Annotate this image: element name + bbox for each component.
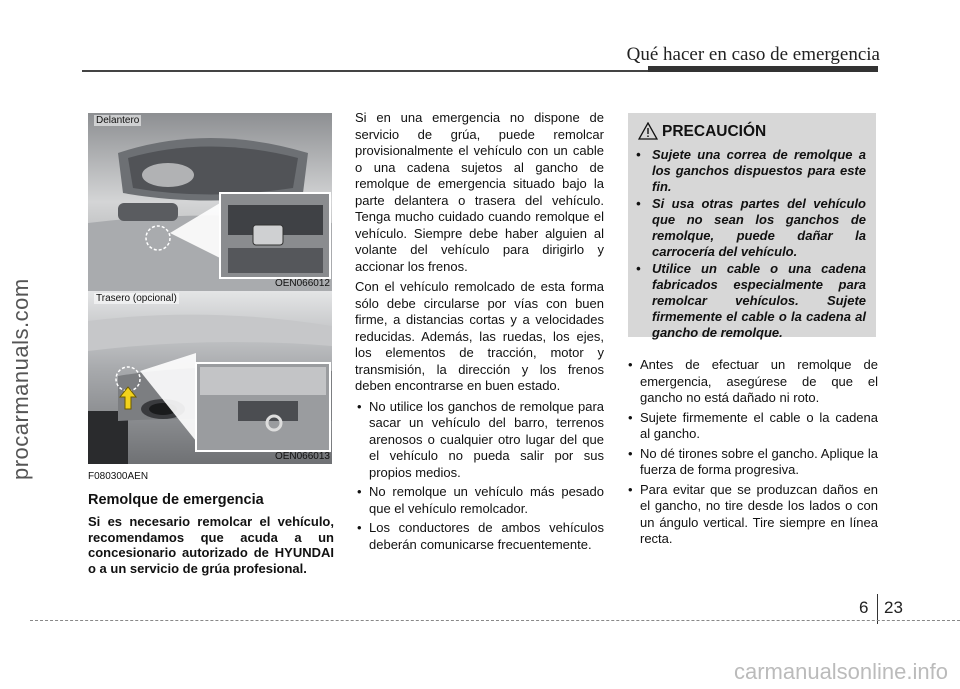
chapter-number: 6: [859, 598, 869, 617]
list-item: • Los conductores de ambos vehículos deberán comunicarse frecuentemente.: [355, 520, 604, 553]
section-title: Remolque de emergencia: [88, 491, 264, 508]
page-header-title: Qué hacer en caso de emergencia: [626, 44, 880, 65]
watermark-left: procarmanuals.com: [8, 278, 33, 480]
rear-tow-hook-photo: [88, 291, 332, 464]
watermark-bottom: carmanualsonline.info: [733, 659, 948, 684]
list-item: • No dé tirones sobre el gancho. Aplique la fuerza de forma progresiva.: [626, 446, 878, 479]
section-intro: Si es necesario remolcar el vehículo, recomendamos que acuda a un concesionario autorizado de HYUNDAI o a un servicio de grúa profesional.: [88, 514, 334, 576]
list-item: • Antes de efectuar un remolque de emergencia, asegúrese de que el gancho no está dañado ni roto.: [626, 357, 878, 407]
page-number: 23: [884, 598, 903, 617]
middle-bullet-list: [355, 399, 604, 554]
caution-box: [628, 113, 876, 340]
list-item: • No utilice los ganchos de remolque para sacar un vehículo del barro, terrenos arenosos o cualquier otro lugar del que el vehículo no pueda salir por sus propios medios.: [355, 399, 604, 482]
section-code: F080300AEN: [88, 471, 149, 482]
right-bullet-list: [626, 357, 878, 548]
left-column: [88, 469, 334, 576]
warning-icon: [638, 122, 658, 140]
header-accent-bar: [648, 66, 878, 72]
list-item: • No remolque un vehículo más pesado que el vehículo remolcador.: [355, 484, 604, 517]
caution-item: • Sujete una correa de remolque a los ganchos dispuestos para este fin.: [636, 147, 866, 195]
list-item: • Sujete firmemente el cable o la cadena al gancho.: [626, 410, 878, 443]
caution-list: [636, 147, 866, 342]
front-photo-label: Delantero: [96, 115, 140, 126]
caution-title: PRECAUCIÓN: [662, 123, 767, 140]
paragraph-1: Si en una emergencia no dispone de servicio de grúa, puede remolcar provisionalmente el vehículo con un cable o una cadena sujetos al gancho de remolque de emergencia situado bajo la parte delantera o trasera del vehículo. Tenga mucho cuidado cuando remolque el vehículo. Siempre debe haber alguien al volante del vehículo para dirigirlo y accionar los frenos.: [355, 110, 604, 274]
rear-photo-label: Trasero (opcional): [96, 293, 177, 304]
caution-item: • Utilice un cable o una cadena fabricados especialmente para remolcar vehículos. Sujete firmemente el cable o la cadena al gancho de remolque.: [636, 261, 866, 341]
middle-column: [355, 110, 604, 556]
right-column: [626, 357, 878, 551]
footer-dashed-line: [30, 620, 960, 621]
caution-item: • Si usa otras partes del vehículo que no sean los ganchos de remolque, puede dañar la carrocería del vehículo.: [636, 196, 866, 260]
rear-photo-code: OEN066013: [274, 451, 330, 462]
front-tow-hook-photo: [88, 113, 332, 291]
list-item: • Para evitar que se produzcan daños en el gancho, no tire desde los lados o con un ángulo vertical. Tire siempre en línea recta.: [626, 482, 878, 548]
paragraph-2: Con el vehículo remolcado de esta forma sólo debe circularse por vías con buen firme, a distancias cortas y a velocidades reducidas. Además, las ruedas, los ejes, los elementos de tracción, motor y transmisión, la dirección y los frenos deben encontrarse en buen estado.: [355, 279, 604, 393]
front-photo-code: OEN066012: [274, 278, 330, 289]
